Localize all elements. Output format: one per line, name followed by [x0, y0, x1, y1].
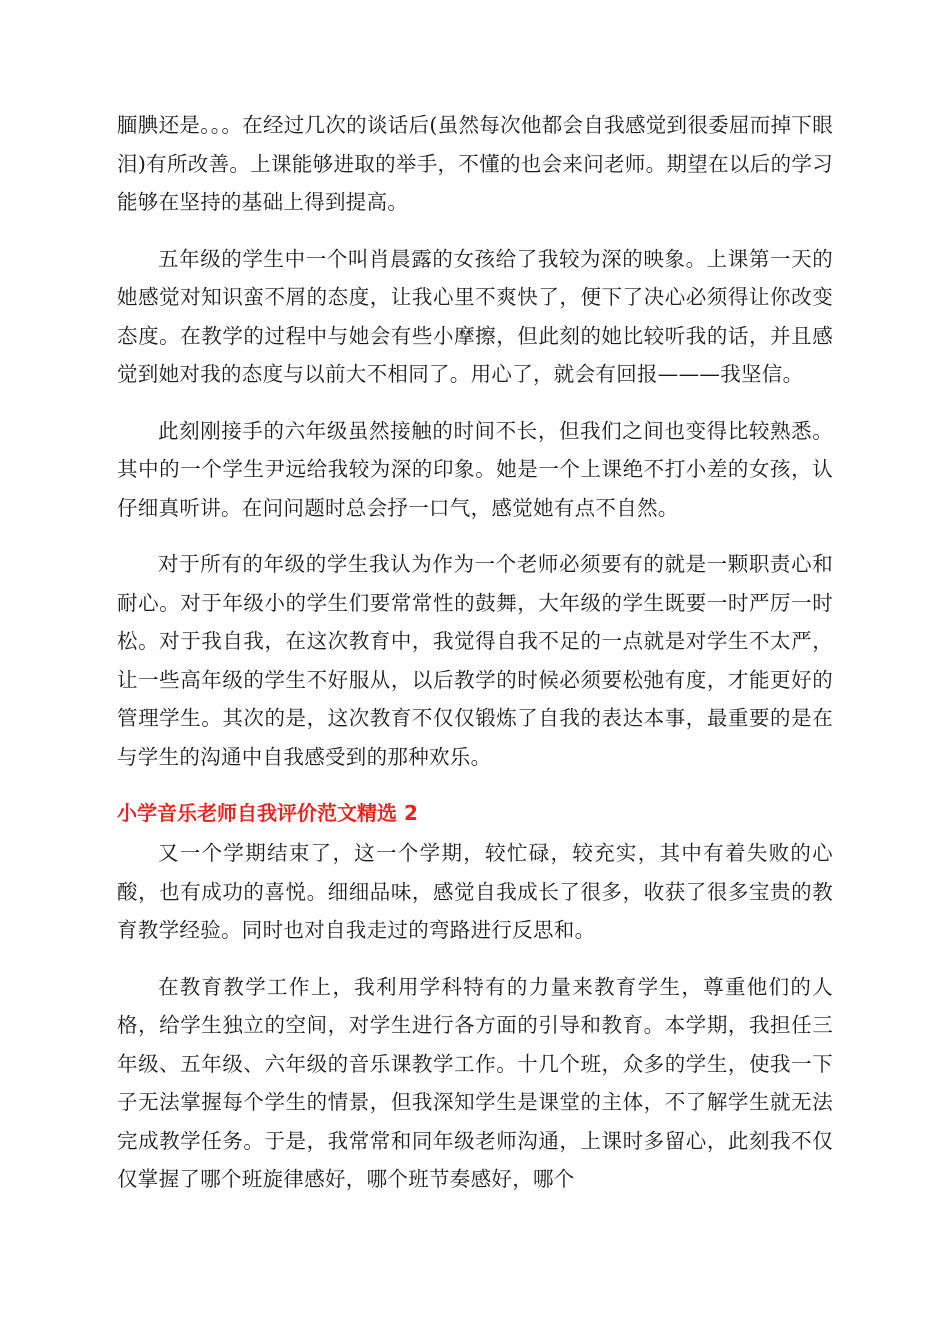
paragraph: 腼腆还是。。。在经过几次的谈话后(虽然每次他都会自我感觉到很委屈而掉下眼泪)有所改善。上课能够进取的举手，不懂的也会来问老师。期望在以后的学习能够在坚持的基础上得到提高。 — [117, 113, 833, 214]
paragraph: 对于所有的年级的学生我认为作为一个老师必须要有的就是一颗职责心和耐心。对于年级小的学生们要常常性的鼓舞，大年级的学生既要一时严厉一时松。对于我自我，在这次教育中，我觉得自我不足的一点就是对学生不太严，让一些高年级的学生不好服从，以后教学的时候必须要松弛有度，才能更好的管理学生。其次的是，这次教育不仅仅锻炼了自我的表达本事，最重要的是在与学生的沟通中自我感受到的那种欢乐。 — [117, 552, 833, 769]
paragraph: 五年级的学生中一个叫肖晨露的女孩给了我较为深的映象。上课第一天的她感觉对知识蛮不屑的态度，让我心里不爽快了，便下了决心必须得让你改变态度。在教学的过程中与她会有些小摩擦，但此刻的她比较听我的话，并且感觉到她对我的态度与以前大不相同了。用心了，就会有回报———我坚信。 — [117, 246, 833, 386]
section-heading: 小学音乐老师自我评价范文精选 2 — [117, 801, 418, 825]
paragraph: 又一个学期结束了，这一个学期，较忙碌，较充实，其中有着失败的心酸，也有成功的喜悦。细细品味，感觉自我成长了很多，收获了很多宝贵的教育教学经验。同时也对自我走过的弯路进行反思和。 — [117, 841, 833, 942]
document-page — [117, 106, 833, 1199]
paragraph: 此刻刚接手的六年级虽然接触的时间不长，但我们之间也变得比较熟悉。其中的一个学生尹远给我较为深的印象。她是一个上课绝不打小差的女孩，认仔细真听讲。在问问题时总会抒一口气，感觉她有点不自然。 — [117, 418, 833, 520]
paragraph: 在教育教学工作上，我利用学科特有的力量来教育学生，尊重他们的人格，给学生独立的空间，对学生进行各方面的引导和教育。本学期，我担任三年级、五年级、六年级的音乐课教学工作。十几个班，众多的学生，使我一下子无法掌握每个学生的情景，但我深知学生是课堂的主体，不了解学生就无法完成教学任务。于是，我常常和同年级老师沟通，上课时多留心，此刻我不仅仅掌握了哪个班旋律感好，哪个班节奏感好，哪个 — [117, 974, 833, 1191]
